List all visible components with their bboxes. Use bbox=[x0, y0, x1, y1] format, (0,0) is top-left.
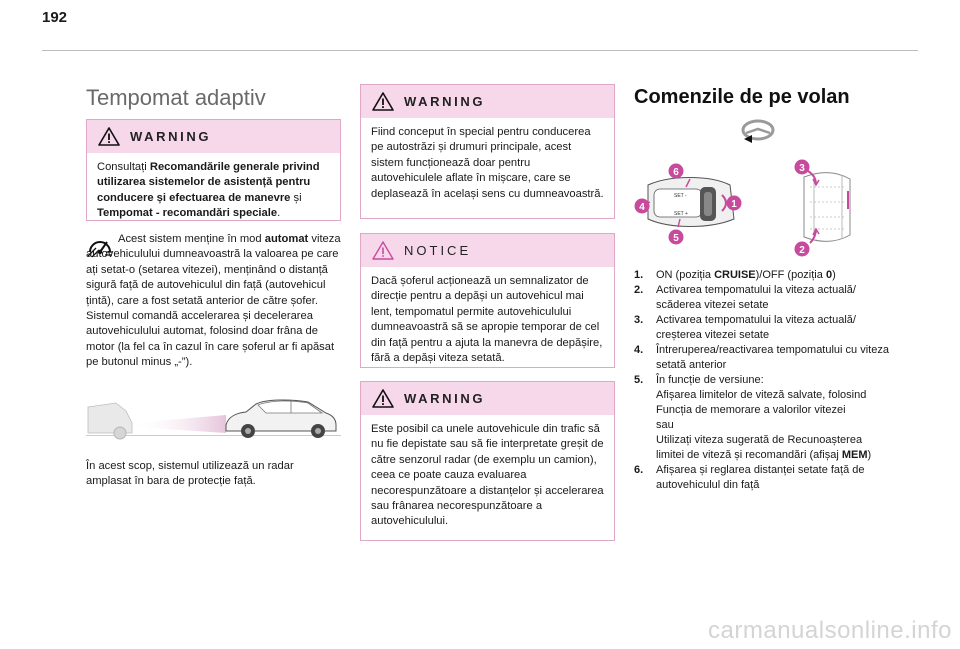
list-item bbox=[634, 373, 889, 388]
warning-label: WARNING bbox=[404, 94, 486, 109]
intro-paragraph bbox=[86, 232, 346, 371]
warning-header bbox=[87, 120, 340, 153]
intro-bold: automat bbox=[264, 233, 309, 245]
watermark: carmanualsonline.info bbox=[708, 617, 952, 644]
stalk-side-illustration bbox=[790, 157, 860, 259]
item-text: ON (poziția bbox=[656, 269, 715, 281]
item-text: Afișarea și reglarea distanței setate față de autovehiculul din față bbox=[656, 464, 865, 491]
item-text: )/OFF (poziția bbox=[755, 269, 826, 281]
item-text: În funcție de versiune: bbox=[656, 374, 764, 386]
warning-body bbox=[87, 153, 340, 230]
list-item bbox=[634, 283, 889, 313]
list-item bbox=[634, 463, 889, 493]
intro-text: Acest sistem menține în mod bbox=[118, 233, 265, 245]
item-text: Utilizați viteza sugerată de Recunoașterea limitei de viteză și recomandări (afișaj bbox=[656, 434, 863, 461]
list-item bbox=[634, 268, 889, 283]
warning-box-general bbox=[86, 119, 341, 221]
callout-2: 2 bbox=[799, 245, 805, 256]
warning-text: și bbox=[290, 191, 302, 204]
item-number: 6. bbox=[634, 464, 644, 476]
stalk-set-plus: SET + bbox=[674, 211, 688, 217]
warning-box-radar bbox=[360, 381, 615, 541]
top-divider bbox=[42, 50, 918, 51]
notice-body: Dacă șoferul acționează un semnalizator de direcție pentru a depăși un autovehicul mai lent, tempomatul permite autovehiculului dumneavoastră să se apropie temporar de cel din față pentru a ajuta la manevra de depășire, fără a depăși viteza setată. bbox=[371, 275, 603, 365]
cruise-stalk-illustration bbox=[630, 157, 760, 249]
item-bold: MEM bbox=[841, 449, 868, 461]
list-item-continued bbox=[634, 388, 889, 418]
warning-body: Este posibil ca unele autovehicule din trafic să nu fie depistate sau să fie interpretate greșit de către senzorul radar (de exemplu un camion), ceea ce poate cauza evaluarea necorespunzătoare a distanțelor și accelerarea sau frânarea necorespunzătoare a autovehiculului. bbox=[371, 423, 604, 528]
item-number: 1. bbox=[634, 269, 644, 281]
warning-triangle-icon bbox=[372, 389, 394, 408]
steering-wheel-icon bbox=[740, 117, 776, 147]
item-text: sau bbox=[656, 419, 674, 431]
item-text: ) bbox=[867, 449, 872, 461]
warning-triangle-icon bbox=[372, 92, 394, 111]
warning-link-general: Recomandările generale privind utilizarea sistemelor de asistență pentru conducere și efectuarea de manevre bbox=[97, 161, 320, 204]
warning-triangle-icon bbox=[98, 127, 120, 146]
intro-text: viteza autovehiculului dumneavoastră la valoarea pe care ați setat-o (setarea vitezei), menținând o distanță sigură față de autovehiculul din față (autovehicul țintă), care a fost setată anterior de către șofer. Sistemul comandă accelerarea și decelerarea autovehiculului automat, folosind doar frâna de motor (la fel ca în cazul în care șoferul ar fi apăsat pe butonul minus „-”). bbox=[86, 233, 341, 369]
item-text: Afișarea limitelor de viteză salvate, folosind Funcția de memorare a valorilor vitezei bbox=[656, 389, 867, 416]
controls-list bbox=[634, 268, 889, 493]
item-number: 4. bbox=[634, 344, 644, 356]
callout-1: 1 bbox=[731, 199, 737, 210]
item-bold: 0 bbox=[825, 269, 833, 281]
warning-text: Consultați bbox=[97, 161, 150, 173]
section-title-steering-controls: Comenzile de pe volan bbox=[634, 86, 850, 108]
item-number: 5. bbox=[634, 374, 644, 386]
list-item bbox=[634, 313, 889, 343]
notice-triangle-icon bbox=[372, 241, 394, 260]
warning-header bbox=[361, 85, 614, 118]
warning-text: . bbox=[277, 207, 281, 220]
radar-illustration bbox=[86, 393, 341, 443]
item-text: Întreruperea/reactivarea tempomatului cu viteza setată anterior bbox=[656, 344, 889, 371]
warning-label: WARNING bbox=[404, 391, 486, 406]
warning-label: WARNING bbox=[130, 129, 212, 144]
list-item bbox=[634, 343, 889, 373]
callout-6: 6 bbox=[673, 167, 679, 178]
radar-paragraph: În acest scop, sistemul utilizează un radar amplasat în bara de protecție față. bbox=[86, 460, 294, 488]
item-number: 3. bbox=[634, 314, 644, 326]
callout-3: 3 bbox=[799, 163, 805, 174]
warning-box-highway bbox=[360, 84, 615, 219]
notice-header bbox=[361, 234, 614, 267]
item-text: ) bbox=[832, 269, 836, 281]
warning-header bbox=[361, 382, 614, 415]
page-number: 192 bbox=[42, 9, 68, 26]
list-item-continued bbox=[634, 433, 889, 463]
warning-link-cruise: Tempomat - recomandări speciale bbox=[97, 207, 278, 220]
list-item-continued bbox=[634, 418, 889, 433]
section-title-adaptive-cruise: Tempomat adaptiv bbox=[86, 85, 266, 110]
callout-4: 4 bbox=[639, 202, 645, 213]
item-text: Activarea tempomatului la viteza actuală/ creșterea vitezei setate bbox=[656, 314, 856, 341]
notice-box-overtaking bbox=[360, 233, 615, 368]
item-bold: CRUISE bbox=[714, 269, 756, 281]
notice-label: NOTICE bbox=[404, 243, 472, 258]
callout-5: 5 bbox=[673, 233, 679, 244]
stalk-set-minus: SET - bbox=[674, 193, 687, 199]
item-text: Activarea tempomatului la viteza actuală/ scăderea vitezei setate bbox=[656, 284, 856, 311]
warning-body: Fiind conceput în special pentru conducerea pe autostrăzi și drumuri principale, acest sistem funcționează doar pentru autovehiculele aflate în mișcare, care se deplasează în același sens cu dumneavoastră. bbox=[371, 126, 604, 200]
item-number: 2. bbox=[634, 284, 644, 296]
